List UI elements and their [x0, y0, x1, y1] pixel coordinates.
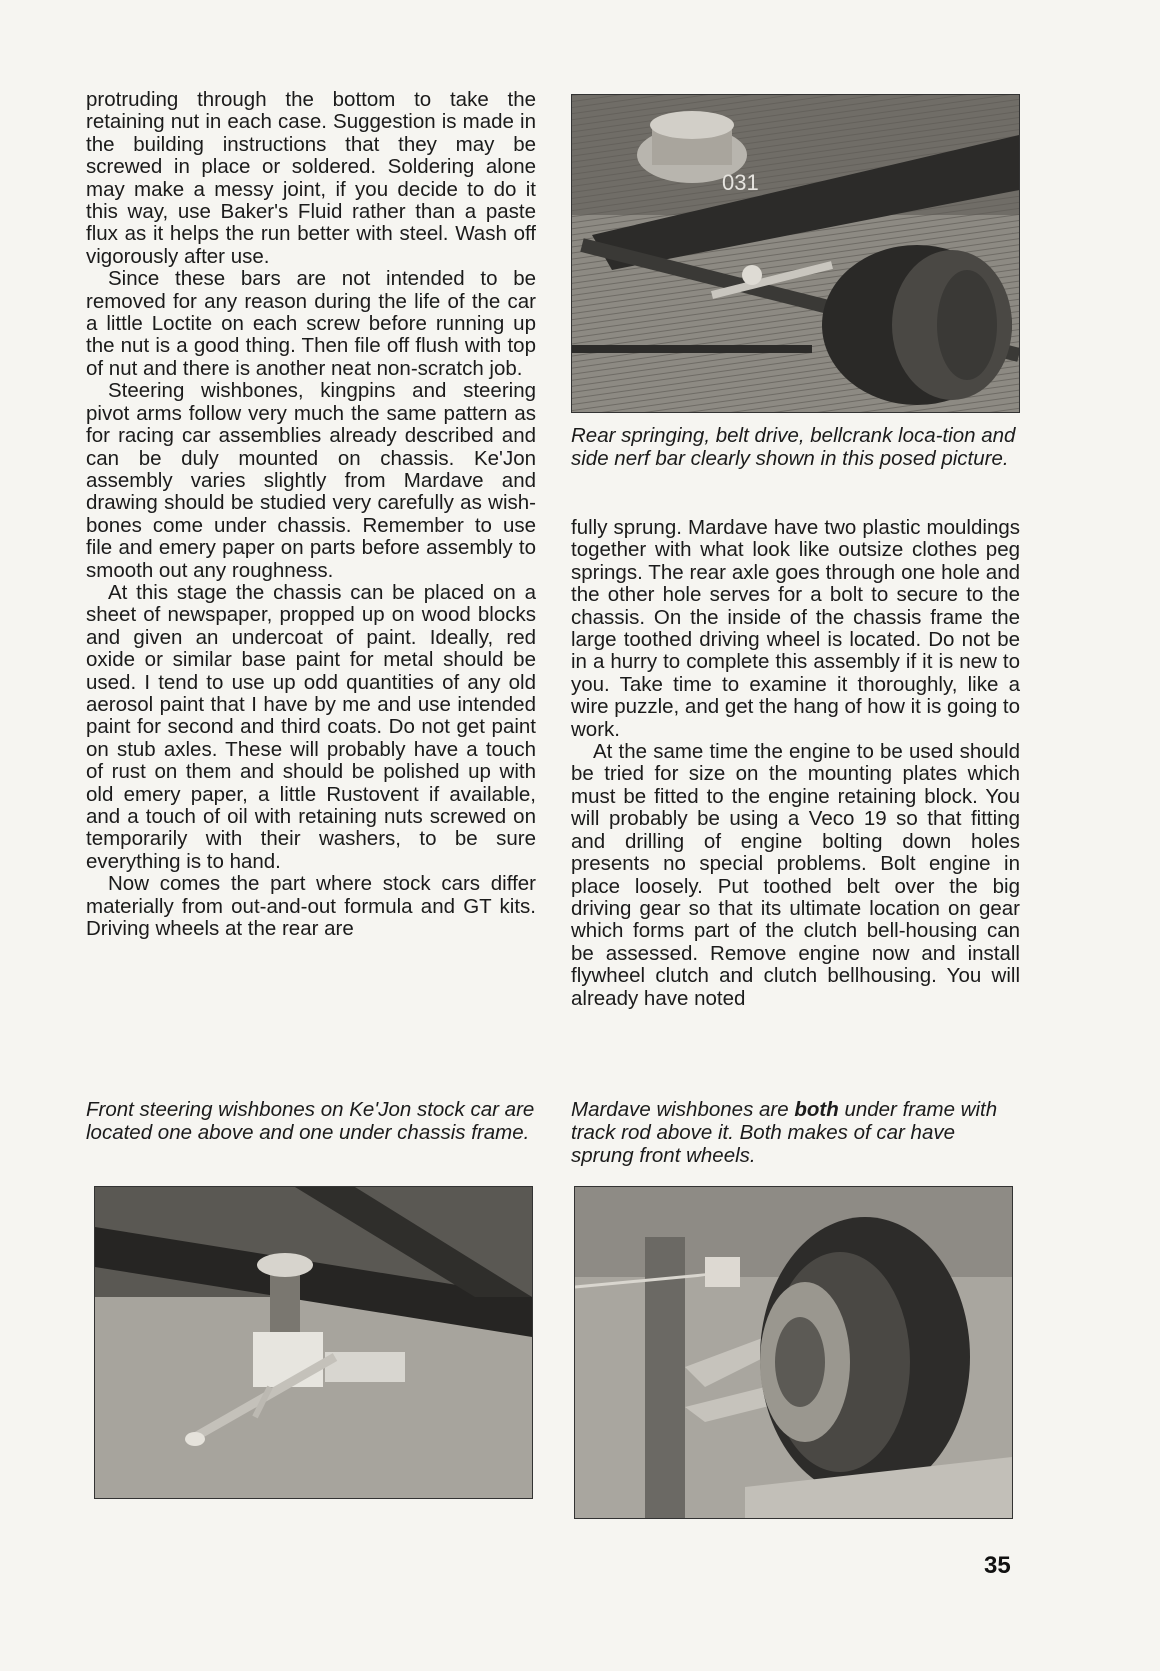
- paragraph: At the same time the engine to be used should be tried for size on the mounting plates which must be fitted to the engine retaining block. You will probably be using a Veco 19 so that fitting and drilling of engine bolting down holes presents no special problems. Bolt engine in place loosely. Put toothed belt over the big driving gear so that its ultimate location on gear which forms part of the clutch bell-housing can be assessed. Remove engine now and install flywheel clutch and clutch bellhousing. You will already have noted: [571, 740, 1020, 1010]
- rear-springing-photo: [571, 94, 1020, 413]
- paragraph: At this stage the chassis can be placed on a sheet of newspaper, propped up on wood blocks and given an undercoat of paint. Ideally, red oxide or similar base paint for metal should be used. I tend to use up odd quantities of any old aerosol paint that I have by me and use intended paint for second and third coats. Do not get paint on stub axles. These will probably have a touch of rust on them and should be polished up with old emery paper, a little Rustovent if available, and a touch of oil with retaining nuts screwed on temporarily with their washers, to be sure everything is to hand.: [86, 580, 536, 873]
- mardave-wishbone-caption: [571, 1098, 1021, 1167]
- page-number: 35: [984, 1552, 1011, 1579]
- front-steering-photo: [94, 1186, 533, 1499]
- caption-text: under frame with track rod above it. Both makes of car have sprung front wheels.: [571, 1098, 998, 1167]
- front-wishbone-caption: Front steering wishbones on Ke'Jon stock car are located one above and one under chassis frame.: [86, 1098, 535, 1144]
- caption-text: Mardave wishbones are: [571, 1098, 795, 1121]
- left-text-column: [86, 89, 536, 940]
- belt-number-text: 031: [722, 170, 759, 195]
- paragraph: Since these bars are not intended to be removed for any reason during the life of the car a little Loctite on each screw before running up the nut is a good thing. Then file off flush with top of nut and there is another neat non-scratch job.: [86, 267, 536, 380]
- paragraph: Now comes the part where stock cars differ materially from out-and-out formula and GT kits. Driving wheels at the rear are: [86, 872, 536, 941]
- paragraph: fully sprung. Mardave have two plastic mouldings together with what look like outsize clothes peg springs. The rear axle goes through one hole and the other hole serves for a bolt to secure to the chassis. On the inside of the chassis frame the large toothed driving wheel is located. Do not be in a hurry to complete this assembly if it is new to you. Take time to examine it thoroughly, like a wire puzzle, and get the hang of how it is going to work.: [571, 516, 1021, 741]
- caption-emphasis: both: [794, 1098, 839, 1121]
- mardave-wishbone-photo: [574, 1186, 1013, 1519]
- right-text-column: [571, 517, 1020, 1010]
- rear-photo-caption: Rear springing, belt drive, bellcrank loca-tion and side nerf bar clearly shown in this posed picture.: [571, 424, 1016, 470]
- paragraph: protruding through the bottom to take the retaining nut in each case. Suggestion is made in the building instructions that they may be screwed in place or soldered. Soldering alone may make a messy joint, if you decide to do it this way, use Baker's Fluid rather than a paste flux as it helps the run better with steel. Wash off vigorously after use.: [86, 88, 536, 268]
- paragraph: Steering wishbones, kingpins and steering pivot arms follow very much the same pattern as for racing car assemblies already described and can be duly mounted on chassis. Ke'Jon assembly varies slightly from Mardave and drawing should be studied very carefully as wish-bones come under chassis. Remember to use file and emery paper on parts before assembly to smooth out any roughness.: [86, 379, 536, 582]
